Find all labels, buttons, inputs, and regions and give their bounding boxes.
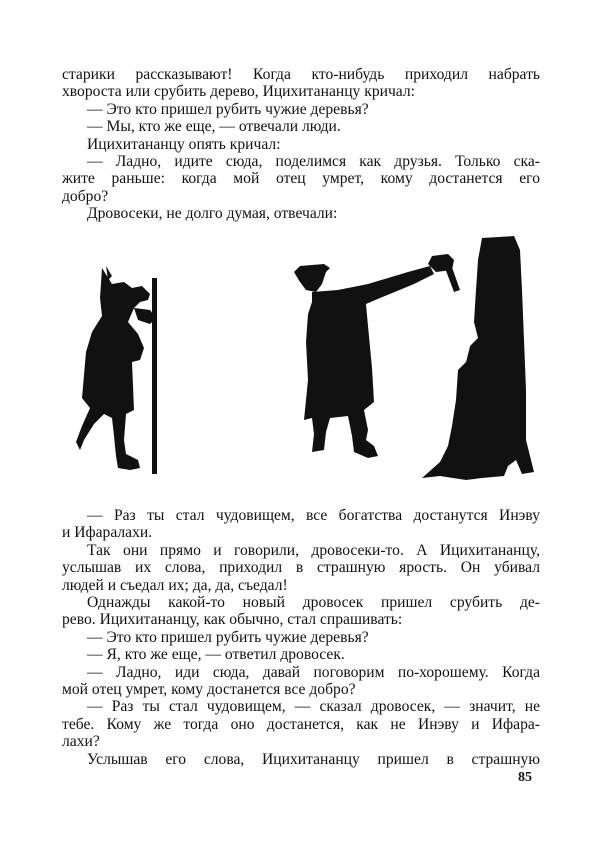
- text-line: Ицихитананцу опять кричал:: [87, 135, 281, 153]
- text-line: и Ифаралахи.: [62, 524, 153, 542]
- text-line: — Я, кто же еще, — ответил дровосек.: [87, 646, 345, 664]
- text-line: добро?: [62, 187, 109, 205]
- text-line: жите раньше: когда мой отец умрет, кому достанется его: [62, 170, 540, 188]
- tree-stump-silhouette: [422, 236, 534, 480]
- text-line: — Это кто пришел рубить чужие деревья?: [87, 628, 369, 646]
- text-line: лахи?: [62, 733, 100, 751]
- text-line: Услышав его слова, Ицихитананцу пришел в страшную: [87, 750, 540, 768]
- text-line: — Это кто пришел рубить чужие деревья?: [87, 100, 369, 118]
- text-block-top: [62, 66, 540, 223]
- woodcutter-silhouette: [294, 254, 460, 458]
- text-line: рево. Ицихитананцу, как обычно, стал спрашивать:: [62, 611, 403, 629]
- silhouette-illustration: [68, 230, 548, 488]
- text-line: — Ладно, идите сюда, поделимся как друзья. Только ска-: [87, 153, 540, 171]
- text-line: тебе. Кому же тогда оно достанется, как не Инэву и Ифара-: [62, 715, 540, 733]
- monster-silhouette: [76, 266, 156, 470]
- text-line: — Ладно, иди сюда, давай поговорим по-хорошему. Когда: [87, 663, 540, 681]
- text-line: мой отец умрет, кому достанется все добро?: [62, 681, 356, 699]
- text-line: услышав их слова, приходил в страшную ярость. Он убивал: [62, 559, 540, 577]
- page-number: 85: [518, 770, 532, 785]
- text-line: — Раз ты стал чудовищем, — сказал дровосек, — значит, не: [87, 698, 540, 716]
- text-line: старики рассказывают! Когда кто-нибудь приходил набрать: [62, 66, 540, 83]
- text-line: — Мы, кто же еще, — отвечали люди.: [87, 118, 341, 136]
- text-line: Однажды какой-то новый дровосек пришел срубить де-: [87, 594, 540, 612]
- text-line: Дровосеки, не долго думая, отвечали:: [87, 205, 338, 223]
- illustration: [68, 230, 548, 488]
- text-line: Так они прямо и говорили, дровосеки-то. А Ицихитананцу,: [87, 541, 540, 559]
- text-line: — Раз ты стал чудовищем, все богатства достанутся Инэву: [87, 507, 540, 524]
- text-block-bottom: [62, 507, 540, 768]
- staff-silhouette: [152, 278, 157, 474]
- text-line: людей и съедал их; да, да, съедал!: [62, 576, 288, 594]
- text-line: хвороста или срубить дерево, Ицихитананцу кричал:: [62, 83, 415, 101]
